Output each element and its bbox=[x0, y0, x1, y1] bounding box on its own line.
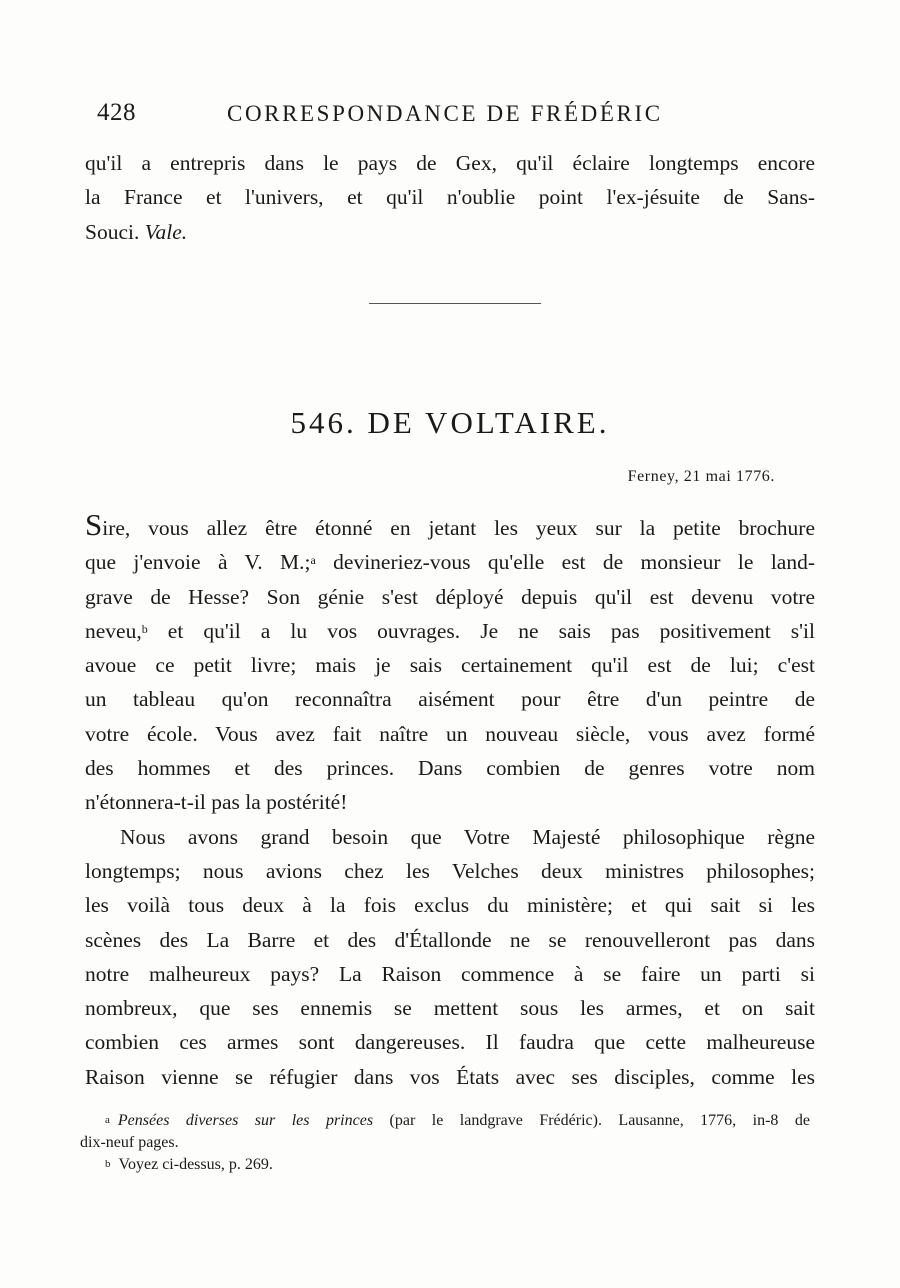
text-line: combien ces armes sont dangereuses. Il faudra que cette malheureuse bbox=[85, 1030, 815, 1055]
valediction: Vale. bbox=[144, 219, 188, 244]
drop-cap: S bbox=[85, 507, 103, 542]
running-head bbox=[97, 99, 697, 133]
footnote-mark-b: b bbox=[105, 1158, 111, 1170]
text-fragment: ire, vous allez être étonné en jetant les yeux sur la petite brochure bbox=[102, 516, 815, 540]
footnote-mark-a: a bbox=[105, 1114, 110, 1126]
footnotes bbox=[80, 1110, 810, 1176]
text-fragment: devineriez-vous qu'elle est de monsieur le land- bbox=[315, 550, 815, 575]
footnote-ref-b: b bbox=[141, 621, 148, 636]
text-fragment: Souci. bbox=[85, 219, 140, 244]
text-line: n'étonnera-t-il pas la postérité! bbox=[85, 790, 348, 815]
text-line: Raison vienne se réfugier dans vos États avec ses disciples, comme les bbox=[85, 1064, 815, 1089]
section-divider bbox=[369, 303, 541, 304]
text-line: des hommes et des princes. Dans combien de genres votre nom bbox=[85, 756, 815, 781]
text-line bbox=[85, 545, 815, 579]
footnote-b bbox=[80, 1154, 810, 1176]
text-fragment: neveu, bbox=[85, 618, 142, 643]
text-line: nombreux, que ses ennemis se mettent sous les armes, et on sait bbox=[85, 996, 815, 1021]
text-line bbox=[85, 215, 815, 249]
text-line: avoue ce petit livre; mais je sais certainement qu'il est de lui; c'est bbox=[85, 653, 815, 678]
text-line: grave de Hesse? Son génie s'est déployé depuis qu'il est devenu votre bbox=[85, 584, 815, 609]
text-line: la France et l'univers, et qu'il n'oublie point l'ex-jésuite de Sans- bbox=[85, 185, 815, 210]
text-line: qu'il a entrepris dans le pays de Gex, qu'il éclaire longtemps encore bbox=[85, 151, 815, 175]
text-line: notre malheureux pays? La Raison commence à se faire un parti si bbox=[85, 961, 815, 986]
continuation-paragraph bbox=[85, 146, 815, 249]
letter-title: 546. DE VOLTAIRE. bbox=[290, 405, 610, 440]
text-line bbox=[85, 508, 815, 545]
text-line: un tableau qu'on reconnaîtra aisément pour être d'un peintre de bbox=[85, 687, 815, 712]
dateline: Ferney, 21 mai 1776. bbox=[627, 468, 775, 485]
text-line bbox=[85, 614, 815, 648]
footnote-a-continuation: dix-neuf pages. bbox=[80, 1134, 179, 1151]
text-line: Nous avons grand besoin que Votre Majesté philosophique règne bbox=[120, 824, 815, 849]
text-line: les voilà tous deux à la fois exclus du ministère; et qui sait si les bbox=[85, 893, 815, 918]
text-fragment: Voyez ci-dessus, p. 269. bbox=[118, 1156, 273, 1173]
footnote-title: Pensées diverses sur les princes bbox=[117, 1112, 374, 1129]
text-line: longtemps; nous avions chez les Velches deux ministres philosophes; bbox=[85, 858, 815, 883]
footnote-a bbox=[80, 1110, 810, 1132]
footnote-ref-a: a bbox=[310, 553, 316, 568]
letter-body bbox=[85, 508, 815, 1094]
running-title: CORRESPONDANCE DE FRÉDÉRIC bbox=[227, 101, 663, 126]
text-fragment: que j'envoie à V. M.; bbox=[85, 550, 311, 575]
text-line: votre école. Vous avez fait naître un nouveau siècle, vous avez formé bbox=[85, 721, 815, 746]
text-fragment: et qu'il a lu vos ouvrages. Je ne sais pas positivement s'il bbox=[147, 618, 815, 643]
text-fragment: (par le landgrave Frédéric). Lausanne, 1776, in-8 de bbox=[373, 1112, 810, 1129]
page-number: 428 bbox=[97, 99, 136, 126]
text-line: scènes des La Barre et des d'Étallonde ne se renouvelleront pas dans bbox=[85, 927, 815, 952]
